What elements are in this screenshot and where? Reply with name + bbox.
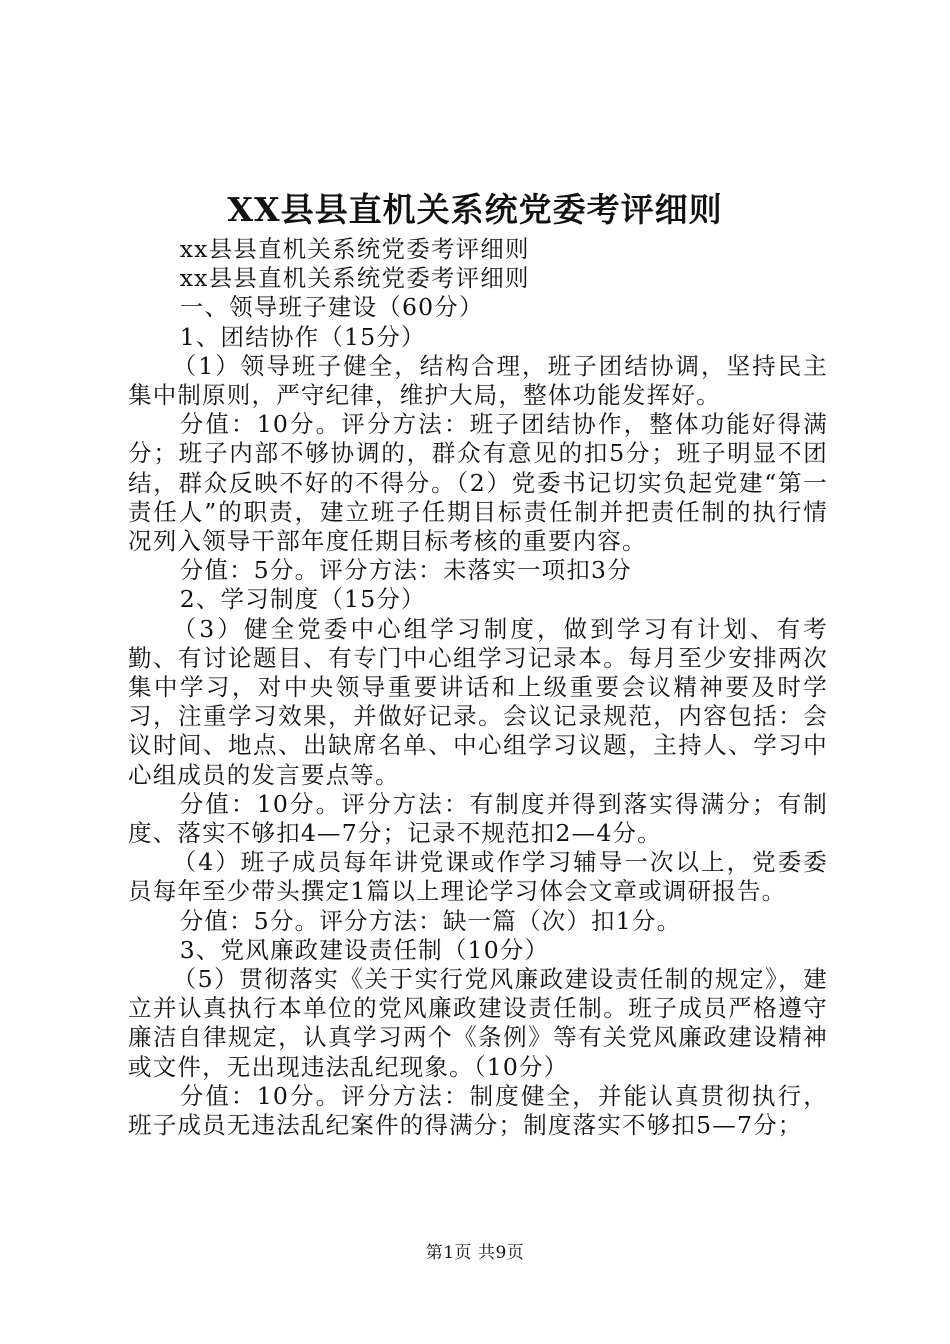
document-body bbox=[128, 235, 828, 1140]
paragraph: （1）领导班子健全，结构合理，班子团结协调，坚持民主集中制原则，严守纪律，维护大局，整体功能发挥好。 bbox=[128, 351, 828, 410]
paragraph: xx县县直机关系统党委考评细则 bbox=[179, 264, 530, 293]
paragraph: 分值：10分。评分方法：班子团结协作，整体功能好得满分；班子内部不够协调的，群众有意见的扣5分；班子明显不团结，群众反映不好的不得分。（2）党委书记切实负起党建“第一责任人”的职责，建立班子任期目标责任制并把责任制的执行情况列入领导干部年度任期目标考核的重要内容。 bbox=[128, 410, 828, 556]
subsection-heading: 1、团结协作（15分） bbox=[179, 322, 426, 351]
paragraph: 分值：5分。评分方法：缺一篇（次）扣1分。 bbox=[179, 906, 682, 935]
subsection-heading: 3、党风廉政建设责任制（10分） bbox=[179, 935, 550, 964]
paragraph: （4）班子成员每年讲党课或作学习辅导一次以上，党委委员每年至少带头撰定1篇以上理论学习体会文章或调研报告。 bbox=[128, 848, 828, 906]
subsection-heading: 2、学习制度（15分） bbox=[179, 585, 426, 614]
paragraph: 分值：10分。评分方法：制度健全，并能认真贯彻执行，班子成员无违法乱纪案件的得满分；制度落实不够扣5—7分； bbox=[128, 1081, 828, 1140]
paragraph: （3）健全党委中心组学习制度，做到学习有计划、有考勤、有讨论题目、有专门中心组学习记录本。每月至少安排两次集中学习，对中央领导重要讲话和上级重要会议精神要及时学习，注重学习效果，并做好记录。会议记录规范，内容包括：会议时间、地点、出缺席名单、中心组学习议题，主持人、学习中心组成员的发言要点等。 bbox=[128, 614, 828, 789]
paragraph: （5）贯彻落实《关于实行党风廉政建设责任制的规定》，建立并认真执行本单位的党风廉政建设责任制。班子成员严格遵守廉洁自律规定，认真学习两个《条例》等有关党风廉政建设精神或文件，无出现违法乱纪现象。（10分） bbox=[128, 965, 828, 1081]
section-heading: 一、领导班子建设（60分） bbox=[179, 293, 484, 322]
page-number-footer: 第1页 共9页 bbox=[425, 1243, 525, 1263]
document-title: XX县县直机关系统党委考评细则 bbox=[227, 190, 723, 229]
paragraph: 分值：10分。评分方法：有制度并得到落实得满分；有制度、落实不够扣4—7分；记录不规范扣2—4分。 bbox=[128, 789, 828, 848]
paragraph: 分值：5分。评分方法：未落实一项扣3分 bbox=[179, 556, 632, 585]
paragraph: xx县县直机关系统党委考评细则 bbox=[179, 235, 530, 263]
